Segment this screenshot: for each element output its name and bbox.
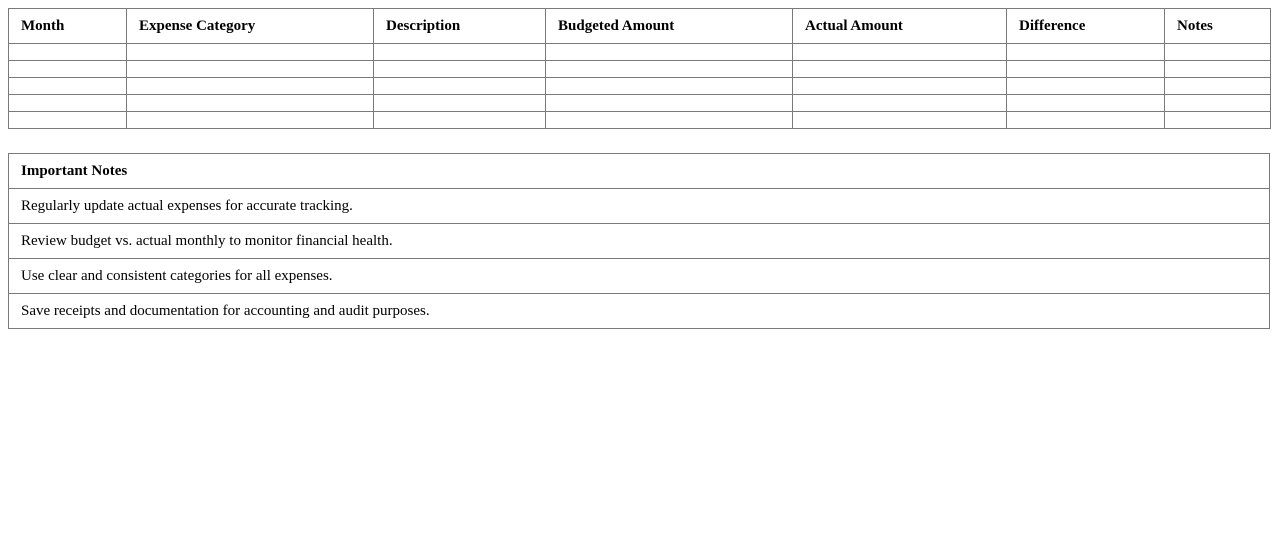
table-cell[interactable] — [546, 44, 793, 61]
column-header-notes: Notes — [1165, 9, 1271, 44]
table-cell[interactable] — [127, 61, 374, 78]
table-cell[interactable] — [793, 78, 1007, 95]
note-row — [9, 294, 1270, 329]
table-cell[interactable] — [1007, 112, 1165, 129]
column-header-budgeted-amount: Budgeted Amount — [546, 9, 793, 44]
table-cell[interactable] — [9, 61, 127, 78]
expense-table-header-row — [9, 9, 1271, 44]
table-row — [9, 61, 1271, 78]
table-row — [9, 44, 1271, 61]
table-cell[interactable] — [1165, 95, 1271, 112]
table-cell[interactable] — [546, 61, 793, 78]
note-item: Use clear and consistent categories for all expenses. — [9, 259, 1270, 294]
column-header-actual-amount: Actual Amount — [793, 9, 1007, 44]
table-row — [9, 112, 1271, 129]
table-cell[interactable] — [1007, 95, 1165, 112]
column-header-description: Description — [374, 9, 546, 44]
table-cell[interactable] — [374, 44, 546, 61]
table-cell[interactable] — [546, 95, 793, 112]
notes-header-row — [9, 154, 1270, 189]
note-item: Save receipts and documentation for accounting and audit purposes. — [9, 294, 1270, 329]
table-cell[interactable] — [1165, 112, 1271, 129]
column-header-month: Month — [9, 9, 127, 44]
table-cell[interactable] — [793, 95, 1007, 112]
table-cell[interactable] — [1165, 78, 1271, 95]
table-cell[interactable] — [1007, 61, 1165, 78]
expense-table — [8, 8, 1271, 129]
table-cell[interactable] — [1007, 44, 1165, 61]
table-cell[interactable] — [374, 95, 546, 112]
table-cell[interactable] — [546, 112, 793, 129]
table-row — [9, 95, 1271, 112]
note-row — [9, 189, 1270, 224]
table-cell[interactable] — [127, 78, 374, 95]
table-cell[interactable] — [374, 78, 546, 95]
important-notes-title: Important Notes — [9, 154, 1270, 189]
table-cell[interactable] — [9, 44, 127, 61]
table-row — [9, 78, 1271, 95]
table-cell[interactable] — [127, 112, 374, 129]
table-cell[interactable] — [793, 44, 1007, 61]
note-row — [9, 259, 1270, 294]
table-cell[interactable] — [374, 61, 546, 78]
table-cell[interactable] — [127, 95, 374, 112]
table-cell[interactable] — [127, 44, 374, 61]
table-cell[interactable] — [9, 95, 127, 112]
table-cell[interactable] — [9, 112, 127, 129]
table-cell[interactable] — [9, 78, 127, 95]
table-cell[interactable] — [1165, 44, 1271, 61]
table-cell[interactable] — [1165, 61, 1271, 78]
column-header-expense-category: Expense Category — [127, 9, 374, 44]
table-cell[interactable] — [546, 78, 793, 95]
important-notes-table — [8, 153, 1270, 329]
table-cell[interactable] — [374, 112, 546, 129]
table-cell[interactable] — [793, 61, 1007, 78]
table-cell[interactable] — [1007, 78, 1165, 95]
note-row — [9, 224, 1270, 259]
note-item: Review budget vs. actual monthly to monitor financial health. — [9, 224, 1270, 259]
note-item: Regularly update actual expenses for accurate tracking. — [9, 189, 1270, 224]
table-cell[interactable] — [793, 112, 1007, 129]
column-header-difference: Difference — [1007, 9, 1165, 44]
